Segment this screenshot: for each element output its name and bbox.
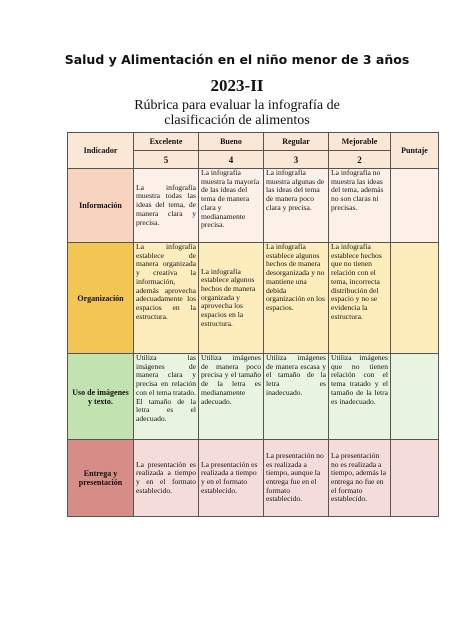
score-excelente: 5: [134, 151, 199, 169]
cell-entrega-excelente: La presentación es realizada a tiempo y en el formato establecido.: [134, 440, 199, 517]
score-regular: 3: [264, 151, 329, 169]
indicator-organizacion: Organización: [68, 243, 134, 354]
header-regular: Regular: [264, 133, 329, 151]
header-bueno: Bueno: [199, 133, 264, 151]
puntaje-entrega: [391, 440, 439, 517]
cell-informacion-bueno: La infografía muestra la mayoría de las ideas del tema de manera clara y medianamente precisa.: [199, 169, 264, 243]
subtitle-line-1: Rúbrica para evaluar la infografía de: [134, 98, 340, 113]
cell-informacion-excelente: La infografía muestra todas las ideas del tema, de manera clara y precisa.: [134, 169, 199, 243]
cell-uso-imagenes-regular: Utiliza imágenes de manera escasa y el tamaño de la letra es inadecuado.: [264, 354, 329, 440]
cell-uso-imagenes-mejorable: Utiliza imágenes que no tienen relación con el tema tratado y el tamaño de la letra es inadecuado.: [329, 354, 391, 440]
row-informacion: [68, 169, 439, 243]
cell-entrega-regular: La presentación no es realizada a tiempo, aunque la entrega fue en el formato establecido.: [264, 440, 329, 517]
indicator-informacion: Información: [68, 169, 134, 243]
cell-organizacion-mejorable: La infografía establece hechos que no tienen relación con el tema, incorrecta distribución del espacio y no se evidencia la estructura.: [329, 243, 391, 354]
score-mejorable: 2: [329, 151, 391, 169]
header-puntaje: Puntaje: [391, 133, 439, 169]
puntaje-informacion: [391, 169, 439, 243]
cell-uso-imagenes-bueno: Utiliza imágenes de manera poco precisa y el tamaño de la letra es medianamente adecuado.: [199, 354, 264, 440]
score-bueno: 4: [199, 151, 264, 169]
row-organizacion: [68, 243, 439, 354]
cell-organizacion-excelente: La infografía establece de manera organizada y creativa la información, además aprovecha adecuadamente los espacios en la estructura.: [134, 243, 199, 354]
document-subtitle: [0, 98, 474, 128]
indicator-uso-imagenes: Uso de imágenes y texto.: [68, 354, 134, 440]
cell-entrega-bueno: La presentación es realizada a tiempo y en el formato establecido.: [199, 440, 264, 517]
cell-informacion-mejorable: La infografía no muestra las ideas del tema, además no son claras ni precisas.: [329, 169, 391, 243]
header-excelente: Excelente: [134, 133, 199, 151]
cell-organizacion-regular: La infografía establece algunos hechos de manera desorganizada y no mantiene una debida organización en los espacios.: [264, 243, 329, 354]
row-uso-imagenes: [68, 354, 439, 440]
subtitle-line-2: clasificación de alimentos: [164, 113, 310, 128]
header-mejorable: Mejorable: [329, 133, 391, 151]
header-indicador: Indicador: [68, 133, 134, 169]
document-title: Salud y Alimentación en el niño menor de 3 años: [64, 52, 410, 67]
puntaje-uso-imagenes: [391, 354, 439, 440]
cell-uso-imagenes-excelente: Utiliza las imágenes de manera clara y precisa en relación con el tema tratado. El tamaño de la letra es el adecuado.: [134, 354, 199, 440]
indicator-entrega: Entrega y presentación: [68, 440, 134, 517]
cell-informacion-regular: La infografía muestra algunas de las ideas del tema de manera poco clara y precisa.: [264, 169, 329, 243]
rubric-table: [67, 132, 439, 517]
puntaje-organizacion: [391, 243, 439, 354]
cell-entrega-mejorable: La presentación no es realizada a tiempo, además la entrega no fue en el formato establecido.: [329, 440, 391, 517]
header-row: [68, 133, 439, 151]
document-year: 2023-II: [210, 76, 264, 95]
row-entrega: [68, 440, 439, 517]
cell-organizacion-bueno: La infografía establece algunos hechos de manera organizada y aprovecha los espacios en la estructura.: [199, 243, 264, 354]
